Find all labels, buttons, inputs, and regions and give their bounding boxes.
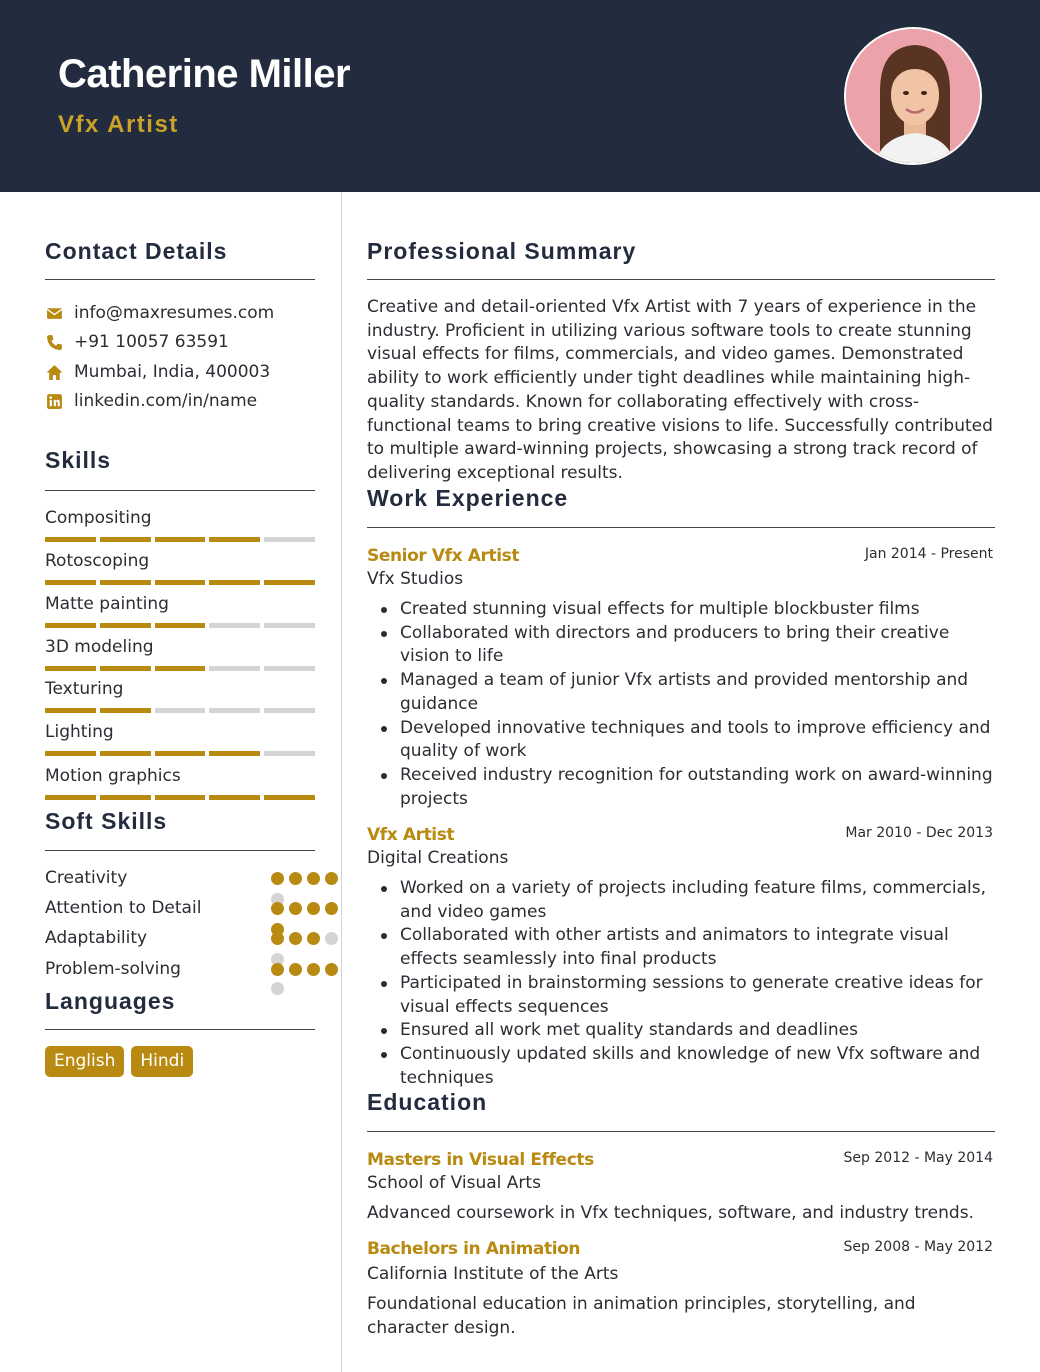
language-tag: Hindi [131, 1046, 193, 1077]
job-date-1: Jan 2014 - Present [864, 546, 993, 562]
job-org-2: Digital Creations [367, 848, 509, 868]
skill-bar-segment [209, 537, 260, 542]
skill-bar-segment [264, 795, 315, 800]
summary-heading: Professional Summary [367, 238, 637, 264]
languages-rule [45, 1029, 315, 1030]
rating-dot [307, 963, 320, 976]
job-title-1: Senior Vfx Artist [367, 546, 520, 566]
rating-dot [271, 902, 284, 915]
skill-bar-segment [100, 666, 151, 671]
job-title: Vfx Artist [58, 111, 179, 138]
rating-dot [307, 872, 320, 885]
skill-bar-segment [264, 751, 315, 756]
summary-rule [367, 279, 995, 280]
rating-dot [325, 902, 338, 915]
skill-label: Rotoscoping [45, 551, 150, 571]
skill-item [45, 594, 315, 628]
contact-phone[interactable] [45, 332, 229, 352]
contact-phone-text: +91 10057 63591 [74, 332, 229, 352]
list-item: Collaborated with directors and producers to bring their creative vision to life [367, 622, 997, 669]
rating-dot [307, 932, 320, 945]
rating-dot [271, 932, 284, 945]
skill-bar-segment [155, 751, 206, 756]
skill-bar-segment [45, 751, 96, 756]
skill-bar-segment [100, 537, 151, 542]
skill-label: Matte painting [45, 594, 169, 614]
soft-skill-item [45, 898, 315, 920]
rating-dot [271, 982, 284, 995]
list-item: Ensured all work met quality standards and deadlines [367, 1019, 997, 1043]
job-bullets-2 [367, 877, 997, 1090]
skill-bar [45, 751, 315, 756]
skill-bar-segment [155, 580, 206, 585]
list-item: Created stunning visual effects for multiple blockbuster films [367, 598, 997, 622]
rating-dot [289, 932, 302, 945]
skill-bar-segment [45, 537, 96, 542]
skill-bar [45, 623, 315, 628]
experience-rule [367, 527, 995, 528]
skill-bar-segment [155, 795, 206, 800]
skill-bar [45, 537, 315, 542]
soft-skill-item [45, 868, 315, 890]
degree-desc-2: Foundational education in animation principles, storytelling, and character design. [367, 1294, 916, 1338]
soft-skill-label: Creativity [45, 868, 128, 888]
skill-item [45, 551, 315, 585]
skill-bar-segment [264, 666, 315, 671]
skill-bar-segment [264, 580, 315, 585]
skill-bar [45, 795, 315, 800]
skill-bar-segment [209, 580, 260, 585]
candidate-name: Catherine Miller [58, 52, 351, 96]
contact-linkedin-text: linkedin.com/in/name [74, 391, 258, 411]
skill-bar [45, 708, 315, 713]
rating-dot [289, 872, 302, 885]
skill-bar [45, 580, 315, 585]
skill-bar-segment [209, 751, 260, 756]
degree-date-2: Sep 2008 - May 2012 [843, 1239, 993, 1255]
degree-2: Bachelors in Animation [367, 1239, 581, 1259]
contact-rule [45, 279, 315, 280]
soft-skills-rule [45, 850, 315, 851]
skill-label: Lighting [45, 722, 114, 742]
skill-item [45, 722, 315, 756]
list-item: Developed innovative techniques and tools to improve efficiency and quality of work [367, 717, 997, 764]
skill-bar-segment [45, 795, 96, 800]
rating-dot [325, 963, 338, 976]
skill-bar-segment [209, 708, 260, 713]
soft-skill-label: Problem-solving [45, 959, 181, 979]
list-item: Managed a team of junior Vfx artists and provided mentorship and guidance [367, 669, 997, 716]
contact-email[interactable] [45, 303, 274, 323]
skill-label: Motion graphics [45, 766, 181, 786]
job-bullets-1 [367, 598, 997, 811]
skill-bar-segment [45, 666, 96, 671]
skill-bar-segment [209, 666, 260, 671]
skill-bar-segment [100, 708, 151, 713]
skill-bar-segment [45, 623, 96, 628]
list-item: Participated in brainstorming sessions to generate creative ideas for visual effects sequences [367, 972, 997, 1019]
skill-bar [45, 666, 315, 671]
skill-item [45, 679, 315, 713]
list-item: Received industry recognition for outstanding work on award-winning projects [367, 764, 997, 811]
skills-rule [45, 490, 315, 491]
job-date-2: Mar 2010 - Dec 2013 [845, 825, 993, 841]
job-org-1: Vfx Studios [367, 569, 464, 589]
skill-item [45, 766, 315, 800]
column-divider [341, 192, 342, 1372]
rating-dot [325, 932, 338, 945]
skill-bar-segment [45, 580, 96, 585]
skill-bar-segment [209, 795, 260, 800]
contact-address [45, 362, 270, 382]
skill-bar-segment [45, 708, 96, 713]
skill-bar-segment [100, 580, 151, 585]
skill-bar-segment [100, 795, 151, 800]
skill-label: Compositing [45, 508, 152, 528]
education-heading: Education [367, 1089, 488, 1115]
languages-list [45, 1046, 193, 1077]
soft-skill-label: Adaptability [45, 928, 148, 948]
contact-heading: Contact Details [45, 238, 228, 264]
school-1: School of Visual Arts [367, 1173, 541, 1193]
contact-address-text: Mumbai, India, 400003 [74, 362, 271, 382]
profile-photo-illustration [846, 29, 982, 165]
skill-bar-segment [100, 623, 151, 628]
education-rule [367, 1131, 995, 1132]
contact-email-text: info@maxresumes.com [74, 303, 275, 323]
home-icon [45, 363, 63, 381]
rating-dot [271, 963, 284, 976]
linkedin-icon [45, 392, 63, 410]
skill-item [45, 637, 315, 671]
degree-desc-1: Advanced coursework in Vfx techniques, software, and industry trends. [367, 1203, 974, 1223]
rating-dot [325, 872, 338, 885]
skill-bar-segment [209, 623, 260, 628]
skill-bar-segment [264, 537, 315, 542]
resume-header [0, 0, 1040, 192]
summary-text: Creative and detail-oriented Vfx Artist with 7 years of experience in the industry. Proficient in utilizing various software tools to create stunning visual effects for films, commercials, and video games. Demonstrated ability to work efficiently under tight deadlines while maintaining high-quality standards. Known for collaborating effectively with cross-functional teams to bring creative visions to life. Successfully contributed to multiple award-winning projects, showcasing a strong track record of delivering exceptional results. [367, 297, 993, 483]
soft-skill-item [45, 928, 315, 950]
skill-bar-segment [155, 666, 206, 671]
envelope-icon [45, 304, 63, 322]
language-tag: English [45, 1046, 124, 1077]
languages-heading: Languages [45, 988, 176, 1014]
soft-skill-item [45, 959, 315, 981]
skill-label: 3D modeling [45, 637, 154, 657]
rating-dot [289, 963, 302, 976]
degree-1: Masters in Visual Effects [367, 1150, 594, 1170]
rating-dot [307, 902, 320, 915]
list-item: Worked on a variety of projects including feature films, commercials, and video games [367, 877, 997, 924]
job-title-2: Vfx Artist [367, 825, 455, 845]
skill-item [45, 508, 315, 542]
soft-skills-heading: Soft Skills [45, 808, 168, 834]
experience-heading: Work Experience [367, 485, 569, 511]
skill-bar-segment [264, 623, 315, 628]
contact-linkedin[interactable] [45, 391, 257, 411]
profile-photo [844, 27, 982, 165]
skill-bar-segment [100, 751, 151, 756]
skills-heading: Skills [45, 447, 112, 473]
rating-dot [271, 872, 284, 885]
skill-bar-segment [264, 708, 315, 713]
list-item: Continuously updated skills and knowledge of new Vfx software and techniques [367, 1043, 997, 1090]
skill-bar-segment [155, 708, 206, 713]
skill-bar-segment [155, 537, 206, 542]
list-item: Collaborated with other artists and animators to integrate visual effects seamlessly into final products [367, 924, 997, 971]
phone-icon [45, 333, 63, 351]
skill-label: Texturing [45, 679, 124, 699]
soft-skill-label: Attention to Detail [45, 898, 202, 918]
degree-date-1: Sep 2012 - May 2014 [843, 1150, 993, 1166]
skill-bar-segment [155, 623, 206, 628]
rating-dot [289, 902, 302, 915]
school-2: California Institute of the Arts [367, 1264, 619, 1284]
